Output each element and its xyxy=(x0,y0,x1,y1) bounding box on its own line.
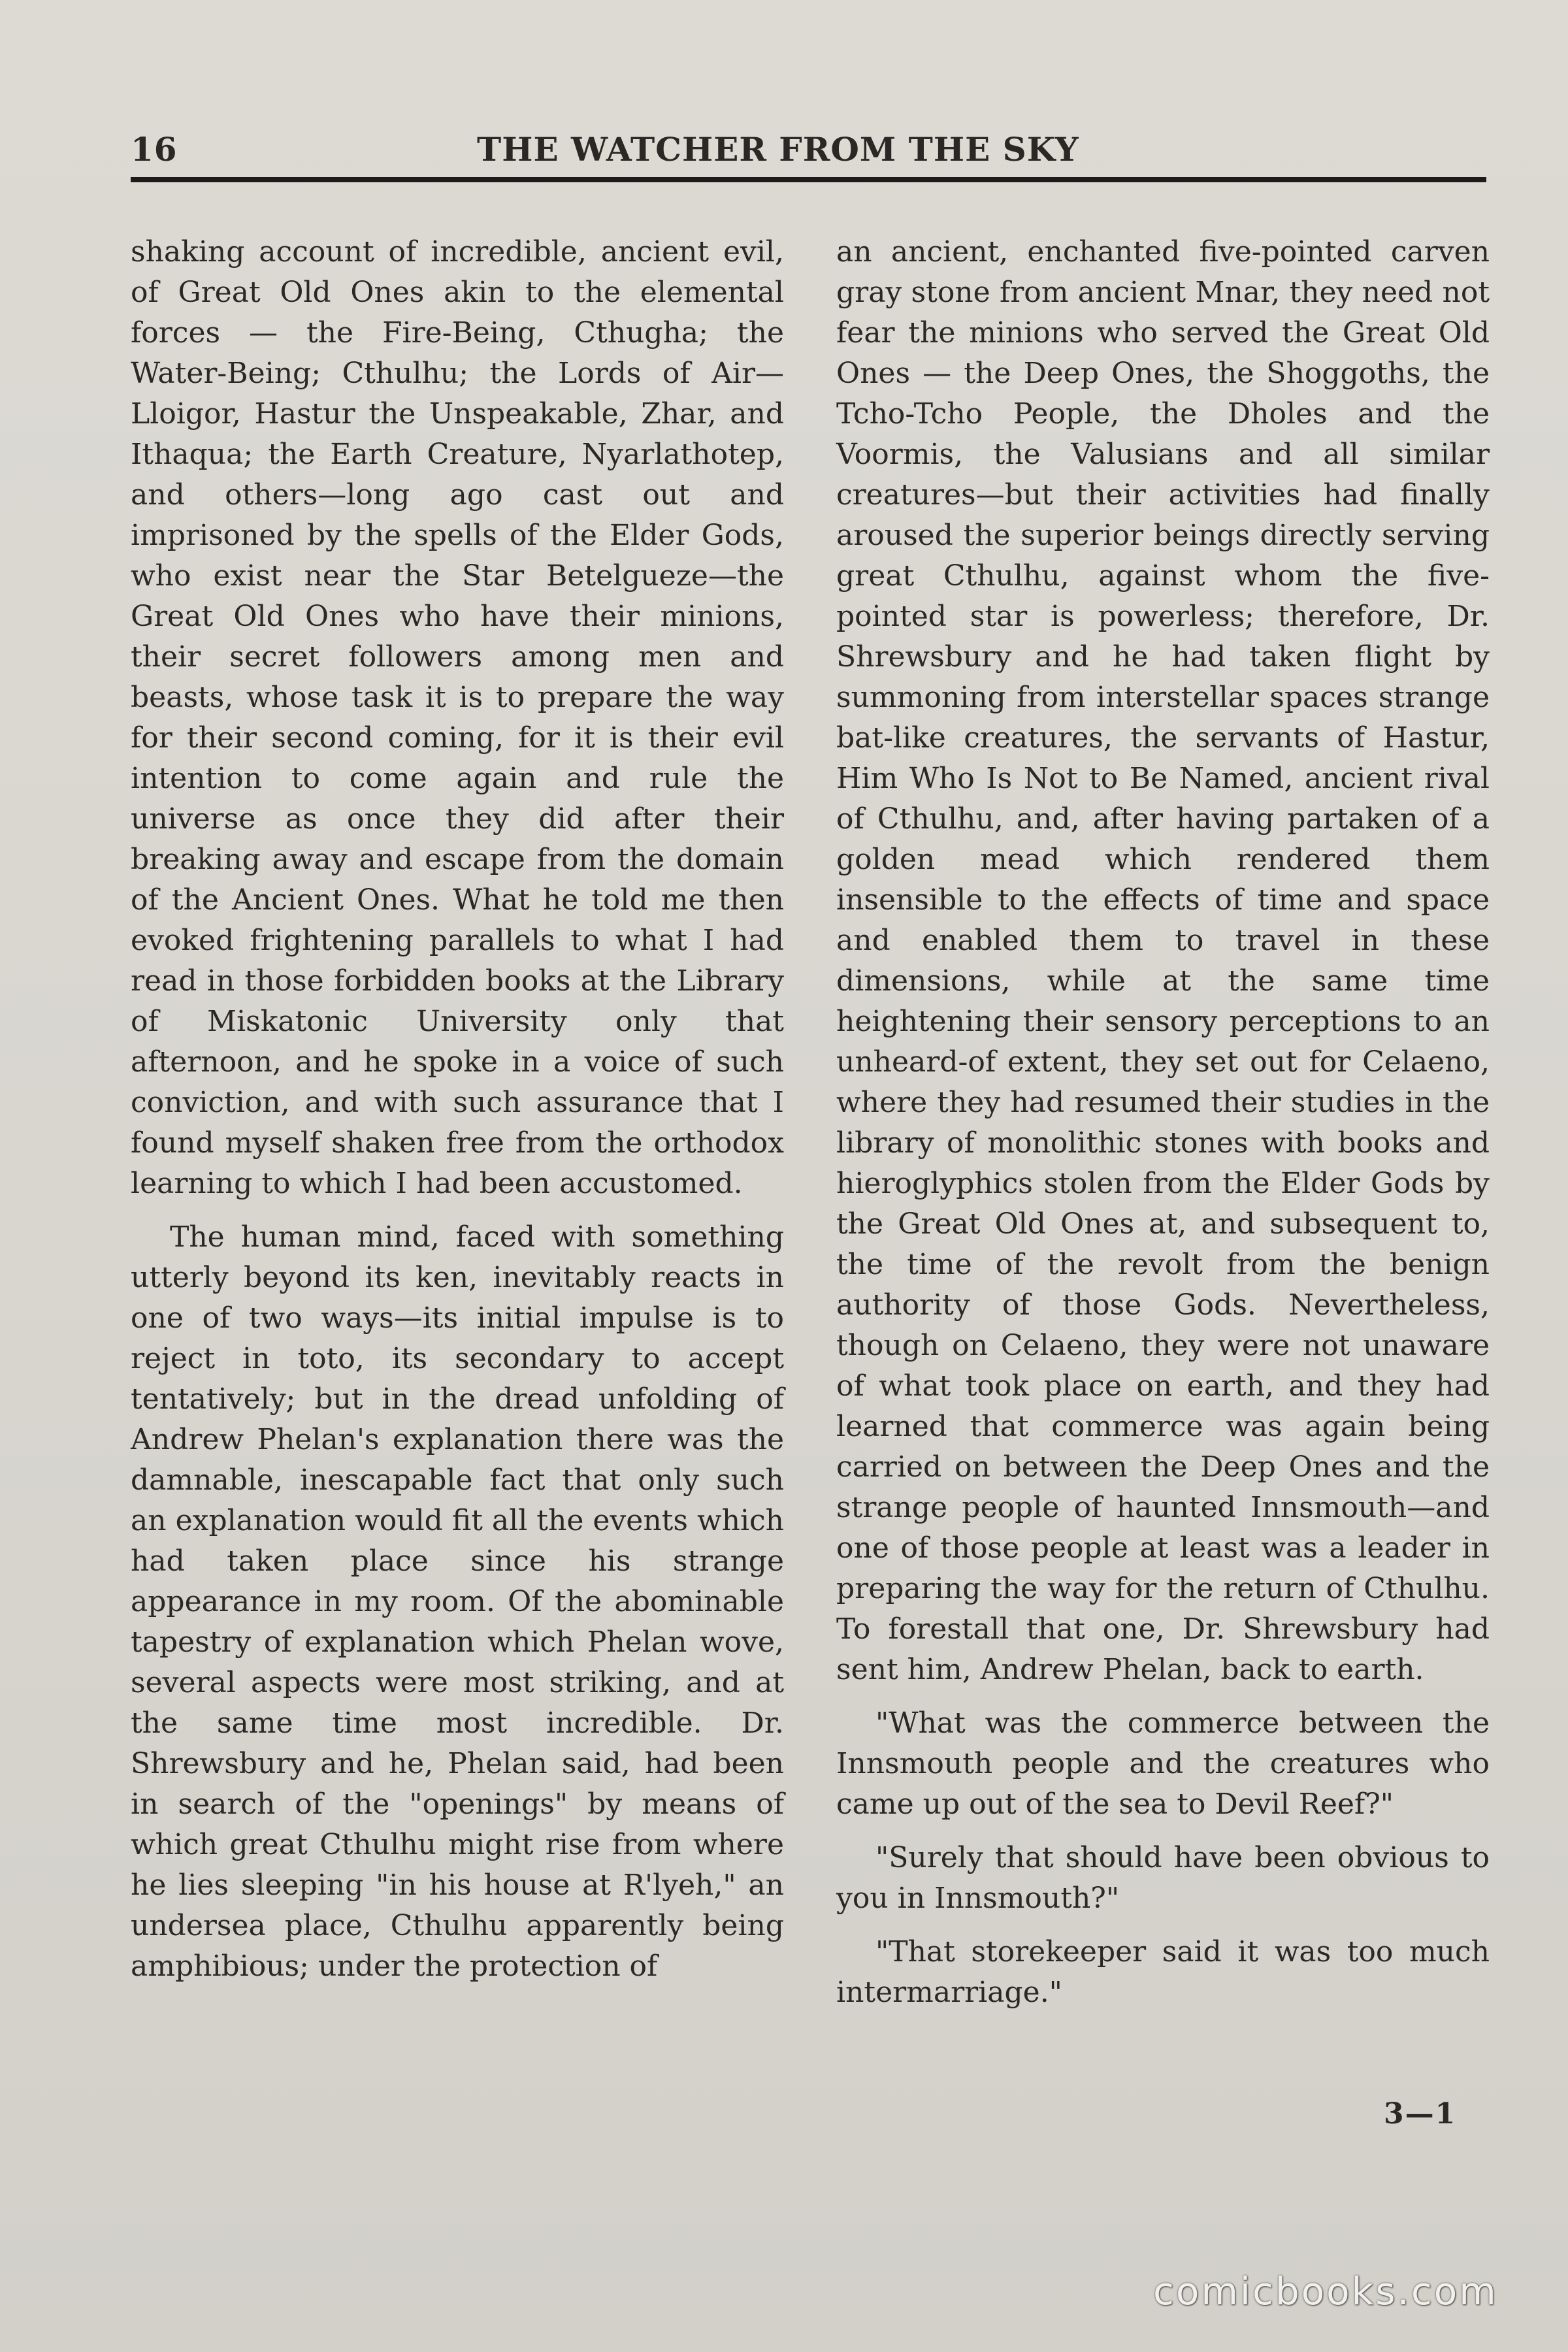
watermark: comicbooks.com xyxy=(1153,2269,1498,2313)
header-rule xyxy=(131,177,1486,182)
running-title: THE WATCHER FROM THE SKY xyxy=(477,130,1079,169)
paragraph: an ancient, enchanted five-pointed carven gray stone from ancient Mnar, they need not fear the minions who served the Great Old Ones — the Deep Ones, the Shoggoths, the Tcho-Tcho People, the Dholes and the Voormis, the Valusians and all similar creatures—but their activities had finally aroused the superior beings directly serving great Cthulhu, against whom the five-pointed star is powerless; therefore, Dr. Shrewsbury and he had taken flight by summoning from interstellar spaces strange bat-like creatures, the servants of Hastur, Him Who Is Not to Be Named, ancient rival of Cthulhu, and, after having partaken of a golden mead which rendered them insensible to the effects of time and space and enabled them to travel in these dimensions, while at the same time heightening their sensory perceptions to an unheard-of extent, they set out for Celaeno, where they had resumed their studies in the library of monolithic stones with books and hieroglyphics stolen from the Elder Gods by the Great Old Ones at, and subsequent to, the time of the revolt from the benign authority of those Gods. Nevertheless, though on Celaeno, they were not unaware of what took place on earth, and they had learned that commerce was again being carried on between the Deep Ones and the strange people of haunted Innsmouth—and one of those people at least was a leader in preparing the way for the return of Cthulhu. To forestall that one, Dr. Shrewsbury had sent him, Andrew Phelan, back to earth. xyxy=(836,235,1490,1686)
left-column xyxy=(131,232,784,2127)
dialogue-paragraph: "Surely that should have been obvious to you in Innsmouth?" xyxy=(836,1841,1490,1915)
folio-mark: 3—1 xyxy=(1384,2097,1457,2131)
right-column xyxy=(836,232,1490,2127)
paragraph: The human mind, faced with something utterly beyond its ken, inevitably reacts in one of two ways—its initial impulse is to reject in toto, its secondary to accept tentatively; but in the dread unfolding of Andrew Phelan's explanation there was the damnable, inescapable fact that only such an explanation would fit all the events which had taken place since his strange appearance in my room. Of the abominable tapestry of explanation which Phelan wove, several aspects were most striking, and at the same time most incredible. Dr. Shrewsbury and he, Phelan said, had been in search of the "openings" by means of which great Cthulhu might rise from where he lies sleeping "in his house at R'lyeh," an undersea place, Cthulhu apparently being amphibious; under the protection of xyxy=(131,1220,784,1983)
dialogue-paragraph: "What was the commerce between the Innsmouth people and the creatures who came up out of the sea to Devil Reef?" xyxy=(836,1707,1490,1821)
dialogue-paragraph: "That storekeeper said it was too much intermarriage." xyxy=(836,1935,1490,2009)
paragraph: shaking account of incredible, ancient evil, of Great Old Ones akin to the elemental forces — the Fire-Being, Cthugha; the Water-Being; Cthulhu; the Lords of Air—Lloigor, Hastur the Unspeakable, Zhar, and Ithaqua; the Earth Creature, Nyarlathotep, and others—long ago cast out and imprisoned by the spells of the Elder Gods, who exist near the Star Betelgueze—the Great Old Ones who have their minions, their secret followers among men and beasts, whose task it is to prepare the way for their second coming, for it is their evil intention to come again and rule the universe as once they did after their breaking away and escape from the domain of the Ancient Ones. What he told me then evoked frightening parallels to what I had read in those forbidden books at the Library of Miskatonic University only that afternoon, and he spoke in a voice of such conviction, and with such assurance that I found myself shaken free from the orthodox learning to which I had been accustomed. xyxy=(131,235,784,1200)
page-header xyxy=(131,127,1486,173)
page-number: 16 xyxy=(131,130,178,169)
